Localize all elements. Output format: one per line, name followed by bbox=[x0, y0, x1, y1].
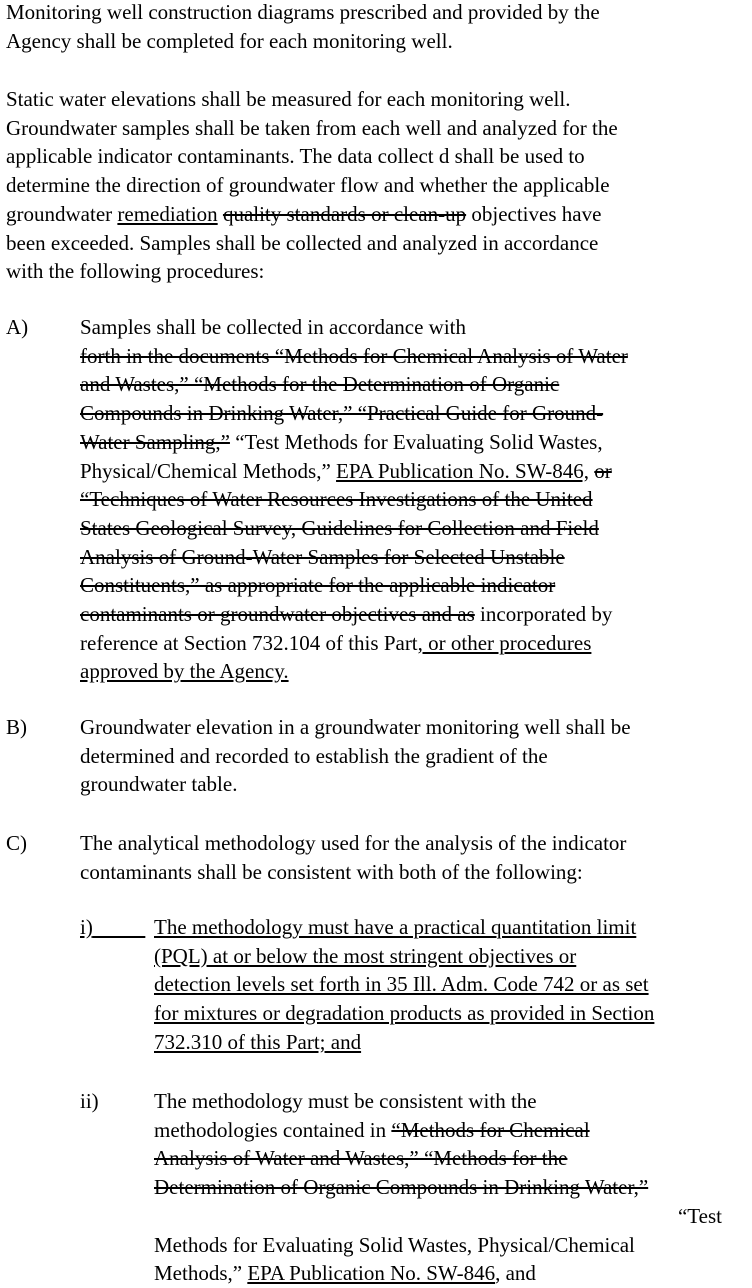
list-label: A) bbox=[6, 315, 29, 339]
text-line: The analytical methodology used for the analysis of the indicator bbox=[80, 831, 627, 855]
text-line bbox=[80, 600, 748, 629]
deleted-text: Compounds in Drinking Water,” “Practical Guide for Ground- bbox=[80, 401, 604, 426]
text-line: Methods for Evaluating Solid Wastes, Physical/Chemical bbox=[154, 1232, 635, 1257]
deleted-text: Analysis of Water and Wastes,” “Methods for the bbox=[154, 1146, 568, 1171]
sub-label bbox=[80, 913, 145, 942]
plain-text: , and bbox=[495, 1261, 536, 1286]
text-line: “Test bbox=[677, 1203, 722, 1228]
plain-text: methodologies contained in bbox=[154, 1117, 392, 1142]
paragraph-well-diagrams bbox=[6, 0, 748, 55]
text-line bbox=[154, 1116, 752, 1145]
deleted-text: States Geological Survey, Guidelines for Collection and Field bbox=[80, 515, 599, 540]
deleted-text: Water Sampling,” bbox=[80, 429, 230, 454]
deleted-text: contaminants or groundwater objectives and as bbox=[80, 602, 475, 627]
text-line: determined and recorded to establish the gradient of the bbox=[80, 743, 548, 768]
plain-text: Physical/Chemical Methods,” bbox=[80, 458, 337, 483]
plain-text: “Test Methods for Evaluating Solid Wastes, bbox=[229, 429, 603, 454]
deleted-text: or bbox=[594, 458, 612, 483]
text-line: Agency shall be completed for each monitoring well. bbox=[6, 28, 453, 53]
text-line: determine the direction of groundwater flow and whether the applicable bbox=[6, 173, 610, 198]
inserted-text: detection levels set forth in 35 Ill. Adm. Code 742 or as set bbox=[154, 972, 649, 997]
inserted-text: (PQL) at or below the most stringent objectives or bbox=[154, 943, 577, 968]
inserted-text: for mixtures or degradation products as provided in Section bbox=[154, 1001, 655, 1026]
deleted-text: forth in the documents “Methods for Chemical Analysis of Water bbox=[80, 343, 628, 368]
text-line: The methodology must be consistent with the bbox=[154, 1089, 537, 1113]
text-line: Groundwater samples shall be taken from each well and analyzed for the bbox=[6, 115, 618, 140]
text-line: groundwater table. bbox=[80, 772, 238, 797]
inserted-text: approved by the Agency. bbox=[80, 659, 289, 684]
text-line bbox=[6, 200, 748, 229]
text-line bbox=[80, 457, 748, 486]
sub-label: ii) bbox=[80, 1089, 99, 1113]
text-line: contaminants shall be consistent with both of the following: bbox=[80, 859, 583, 884]
deleted-text: Constituents,” as appropriate for the applicable indicator bbox=[80, 573, 556, 598]
sub-item-text bbox=[154, 913, 752, 1057]
deleted-text: Analysis of Ground-Water Samples for Selected Unstable bbox=[80, 544, 565, 569]
deleted-text: and Wastes,” “Methods for the Determination of Organic bbox=[80, 372, 560, 397]
text-line bbox=[80, 428, 748, 457]
text-line: with the following procedures: bbox=[6, 259, 265, 284]
deleted-text: Determination of Organic Compounds in Drinking Water,” bbox=[154, 1175, 649, 1200]
text-line: Groundwater elevation in a groundwater monitoring well shall be bbox=[80, 715, 631, 739]
list-item-text bbox=[80, 713, 748, 799]
sub-label-text: i) bbox=[80, 915, 93, 939]
text-line: been exceeded. Samples shall be collected and analyzed in accordance bbox=[6, 230, 599, 255]
inserted-text: EPA Publication No. SW-846, bbox=[336, 458, 590, 483]
inserted-text: 732.310 of this Part; and bbox=[154, 1029, 362, 1054]
plain-text: groundwater bbox=[6, 201, 118, 226]
inserted-text: EPA Publication No. SW-846 bbox=[247, 1261, 496, 1286]
plain-text: objectives have bbox=[466, 201, 602, 226]
inserted-text: The methodology must have a practical quantitation limit bbox=[154, 915, 637, 939]
plain-text: reference at Section 732.104 of this Part bbox=[80, 630, 418, 655]
list-item-text bbox=[80, 829, 748, 886]
inserted-text: remediation bbox=[117, 201, 218, 226]
plain-text: incorporated by bbox=[474, 602, 613, 627]
text-line: Static water elevations shall be measured for each monitoring well. bbox=[6, 87, 571, 111]
list-label: B) bbox=[6, 715, 27, 739]
text-line bbox=[80, 629, 748, 658]
text-line: applicable indicator contaminants. The data collect d shall be used to bbox=[6, 144, 585, 169]
text-line: Monitoring well construction diagrams prescribed and provided by the bbox=[6, 0, 600, 24]
list-item-text bbox=[80, 313, 748, 686]
text-line bbox=[154, 1259, 752, 1288]
text-line: Samples shall be collected in accordance with bbox=[80, 315, 467, 339]
deleted-text: quality standards or clean-up bbox=[222, 201, 467, 226]
deleted-text: “Techniques of Water Resources Investigations of the United bbox=[80, 487, 593, 512]
deleted-text: “Methods for Chemical bbox=[391, 1117, 590, 1142]
plain-text: Methods,” bbox=[154, 1261, 248, 1286]
inserted-text: , or other procedures bbox=[417, 630, 592, 655]
paragraph-static-water bbox=[6, 85, 748, 286]
sub-item-text bbox=[154, 1087, 752, 1288]
list-label: C) bbox=[6, 831, 27, 855]
